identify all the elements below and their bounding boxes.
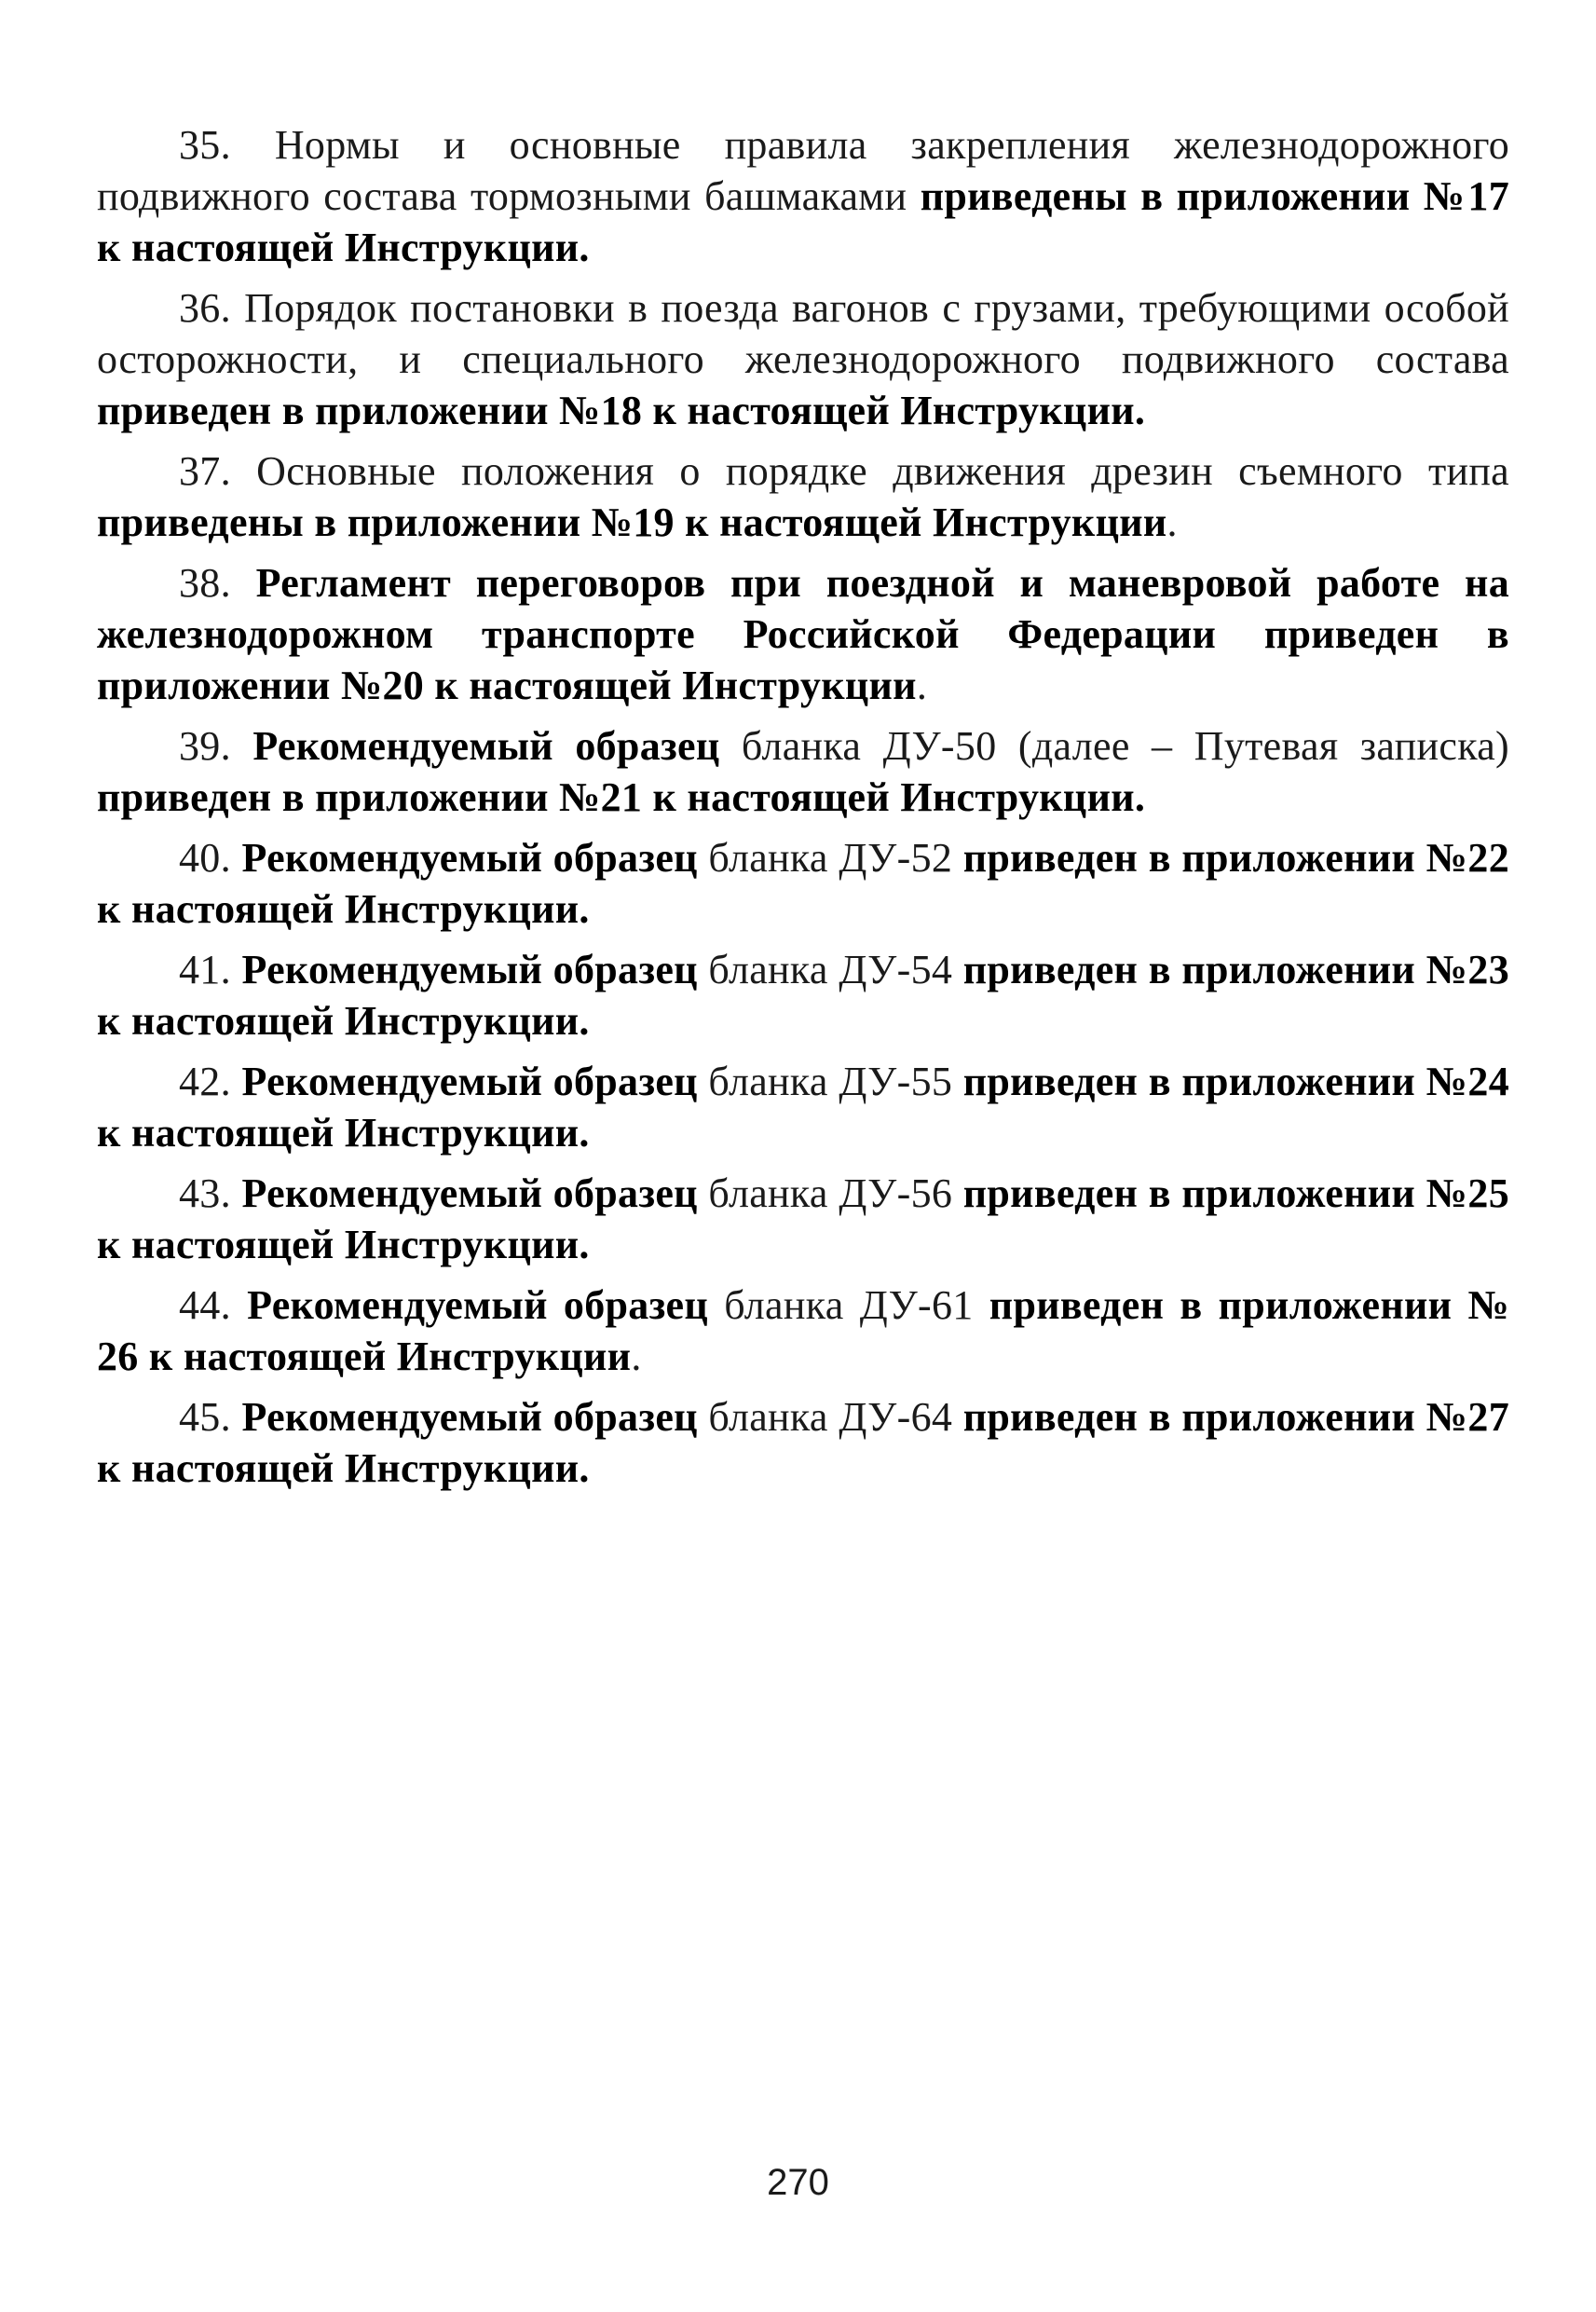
- bold-text-run: Рекомендуемый образец: [241, 835, 698, 881]
- bold-text-run: Рекомендуемый образец: [241, 1059, 698, 1104]
- bold-text-run: приведены в приложении №17 к настоящей Инструкции.: [97, 173, 1509, 270]
- bold-text-run: Рекомендуемый образец: [241, 947, 698, 992]
- text-run: бланка ДУ-52: [697, 835, 963, 881]
- bold-text-run: Рекомендуемый образец: [241, 1394, 698, 1440]
- paragraph-39: [97, 720, 1509, 823]
- text-run: бланка ДУ-61: [708, 1282, 989, 1328]
- text-run: .: [631, 1334, 642, 1379]
- bold-text-run: Регламент переговоров при поездной и маневровой работе на железнодорожном транспорте Российской Федерации приведен в приложении №20 к настоящей Инструкции: [97, 560, 1509, 708]
- bold-text-run: приведен в приложении №25 к настоящей Инструкции.: [97, 1170, 1510, 1267]
- bold-text-run: приведен в приложении № 26 к настоящей Инструкции: [97, 1282, 1510, 1379]
- text-run: 41.: [179, 947, 242, 992]
- paragraph-42: [97, 1056, 1509, 1158]
- paragraph-44: [97, 1279, 1509, 1382]
- bold-text-run: приведен в приложении №21 к настоящей Инструкции.: [97, 774, 1146, 820]
- text-run: 37. Основные положения о порядке движения дрезин съемного типа: [179, 448, 1509, 494]
- text-run: бланка ДУ-54: [697, 947, 963, 992]
- document-body: [97, 119, 1509, 1503]
- bold-text-run: Рекомендуемый образец: [247, 1282, 709, 1328]
- text-run: 43.: [179, 1170, 242, 1216]
- bold-text-run: приведены в приложении №19 к настоящей Инструкции: [97, 499, 1167, 545]
- text-run: 38.: [179, 560, 256, 606]
- bold-text-run: приведен в приложении №27 к настоящей Инструкции.: [97, 1394, 1510, 1491]
- paragraph-36: [97, 282, 1509, 436]
- paragraph-37: [97, 445, 1509, 548]
- text-run: 40.: [179, 835, 242, 881]
- text-run: .: [1166, 499, 1178, 545]
- text-run: 45.: [179, 1394, 242, 1440]
- text-run: бланка ДУ-55: [697, 1059, 963, 1104]
- text-run: 35. Нормы и основные правила закрепления железнодорожного подвижного состава тормозными башмаками: [97, 122, 1509, 219]
- paragraph-35: [97, 119, 1509, 273]
- paragraph-40: [97, 832, 1509, 935]
- paragraph-41: [97, 944, 1509, 1047]
- text-run: .: [916, 663, 928, 708]
- text-run: бланка ДУ-56: [697, 1170, 963, 1216]
- text-run: 39.: [179, 723, 253, 769]
- bold-text-run: приведен в приложении №23 к настоящей Инструкции.: [97, 947, 1510, 1044]
- page-number: 270: [767, 2162, 829, 2203]
- paragraph-38: [97, 557, 1509, 711]
- text-run: 36. Порядок постановки в поезда вагонов с грузами, требующими особой осторожности, и специального железнодорожного подвижного состава: [97, 285, 1509, 382]
- text-run: 44.: [179, 1282, 248, 1328]
- paragraph-45: [97, 1391, 1509, 1494]
- bold-text-run: приведен в приложении №24 к настоящей Инструкции.: [97, 1059, 1510, 1156]
- bold-text-run: приведен в приложении №22 к настоящей Инструкции.: [97, 835, 1510, 932]
- paragraph-43: [97, 1168, 1509, 1270]
- bold-text-run: Рекомендуемый образец: [252, 723, 720, 769]
- bold-text-run: Рекомендуемый образец: [241, 1170, 698, 1216]
- text-run: бланка ДУ-64: [697, 1394, 963, 1440]
- text-run: 42.: [179, 1059, 242, 1104]
- text-run: бланка ДУ-50 (далее – Путевая записка): [719, 723, 1509, 769]
- bold-text-run: приведен в приложении №18 к настоящей Инструкции.: [97, 388, 1146, 433]
